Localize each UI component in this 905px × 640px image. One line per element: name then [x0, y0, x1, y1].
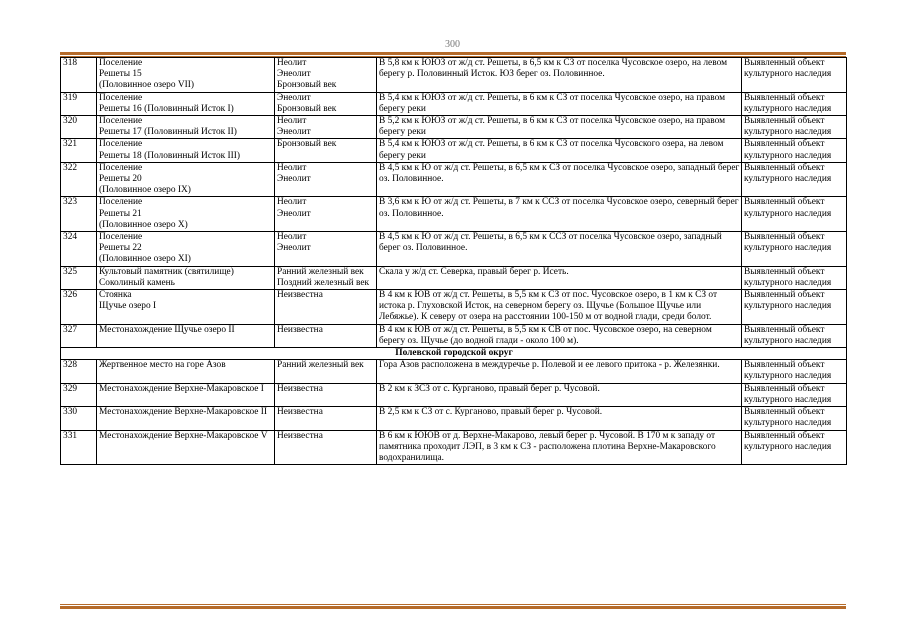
dating-cell: Неизвестна: [275, 383, 377, 406]
row-number-cell: 325: [61, 266, 97, 289]
status-cell: Выявленный объект культурного наследия: [742, 407, 847, 430]
table-row: [61, 324, 847, 347]
object-name-cell: Местонахождение Верхне-Макаровское V: [97, 430, 275, 465]
status-cell: Выявленный объект культурного наследия: [742, 116, 847, 139]
object-name-cell: Поселение Решеты 22 (Половинное озеро XI): [97, 232, 275, 267]
section-header: [61, 348, 847, 360]
row-number-cell: 319: [61, 92, 97, 115]
status-cell: Выявленный объект культурного наследия: [742, 324, 847, 347]
table-row: [61, 266, 847, 289]
row-number-cell: 321: [61, 139, 97, 162]
row-number-cell: 329: [61, 383, 97, 406]
table-row: [61, 360, 847, 383]
location-cell: В 2 км к ЗСЗ от с. Курганово, правый берег р. Чусовой.: [377, 383, 742, 406]
row-number-cell: 322: [61, 162, 97, 197]
object-name-cell: Поселение Решеты 20 (Половинное озеро IX): [97, 162, 275, 197]
table-row: [61, 197, 847, 232]
row-number-cell: 328: [61, 360, 97, 383]
object-name-cell: Поселение Решеты 15 (Половинное озеро VII): [97, 58, 275, 93]
object-name-cell: Стоянка Щучье озеро I: [97, 290, 275, 325]
object-name-cell: Местонахождение Верхне-Макаровское I: [97, 383, 275, 406]
page-number: 300: [445, 39, 460, 50]
location-cell: В 4,5 км к Ю от ж/д ст. Решеты, в 6,5 км к ССЗ от поселка Чусовское озеро, западный берег оз. Половинное.: [377, 232, 742, 267]
location-cell: В 5,8 км к ЮЮЗ от ж/д ст. Решеты, в 6,5 км к СЗ от поселка Чусовское озеро, на левом берегу р. Половинный Исток. ЮЗ берег оз. Половинное.: [377, 58, 742, 93]
section-row: [61, 348, 847, 360]
table-row: [61, 92, 847, 115]
status-cell: Выявленный объект культурного наследия: [742, 92, 847, 115]
object-name-cell: Местонахождение Верхне-Макаровское II: [97, 407, 275, 430]
object-name-cell: Местонахождение Щучье озеро II: [97, 324, 275, 347]
row-number-cell: 323: [61, 197, 97, 232]
dating-cell: Неизвестна: [275, 290, 377, 325]
object-name-cell: Поселение Решеты 21 (Половинное озеро X): [97, 197, 275, 232]
table-row: [61, 407, 847, 430]
row-number-cell: 330: [61, 407, 97, 430]
heritage-registry-table: [60, 57, 847, 465]
status-cell: Выявленный объект культурного наследия: [742, 430, 847, 465]
location-cell: В 4,5 км к Ю от ж/д ст. Решеты, в 6,5 км к СЗ от поселка Чусовское озеро, западный берег оз. Половинное.: [377, 162, 742, 197]
dating-cell: Неизвестна: [275, 407, 377, 430]
status-cell: Выявленный объект культурного наследия: [742, 58, 847, 93]
dating-cell: Неизвестна: [275, 430, 377, 465]
object-name-cell: Поселение Решеты 16 (Половинный Исток I): [97, 92, 275, 115]
location-cell: В 4 км к ЮВ от ж/д ст. Решеты, в 5,5 км к СВ от пос. Чусовское озеро, на северном берегу оз. Щучье (до водной глади - около 100 м).: [377, 324, 742, 347]
dating-cell: Энеолит Бронзовый век: [275, 92, 377, 115]
table-row: [61, 139, 847, 162]
table-row: [61, 430, 847, 465]
location-cell: В 3,6 км к Ю от ж/д ст. Решеты, в 7 км к ССЗ от поселка Чусовское озеро, северный берег оз. Половинное.: [377, 197, 742, 232]
dating-cell: Неизвестна: [275, 324, 377, 347]
location-cell: Гора Азов расположена в междуречье р. Полевой и ее левого притока - р. Железянки.: [377, 360, 742, 383]
location-cell: В 5,4 км к ЮЮЗ от ж/д ст. Решеты, в 6 км к СЗ от поселка Чусовского озера, на левом берегу реки: [377, 139, 742, 162]
object-name-cell: Жертвенное место на горе Азов: [97, 360, 275, 383]
table-row: [61, 58, 847, 93]
status-cell: Выявленный объект культурного наследия: [742, 290, 847, 325]
location-cell: В 2,5 км к СЗ от с. Курганово, правый берег р. Чусовой.: [377, 407, 742, 430]
status-cell: Выявленный объект культурного наследия: [742, 360, 847, 383]
registry-rows-group: [61, 360, 847, 465]
table-row: [61, 232, 847, 267]
dating-cell: Неолит Энеолит: [275, 197, 377, 232]
section-title: Полевской городской округ: [61, 348, 847, 360]
table-row: [61, 162, 847, 197]
location-cell: В 6 км к ЮЮВ от д. Верхне-Макарово, левый берег р. Чусовой. В 170 м к западу от памятника проходит ЛЭП, в 3 км к СЗ - расположена плотина Верхне-Макаровского водохранилища.: [377, 430, 742, 465]
table-row: [61, 290, 847, 325]
table-row: [61, 383, 847, 406]
dating-cell: Ранний железный век Поздний железный век: [275, 266, 377, 289]
registry-rows-group: [61, 58, 847, 348]
dating-cell: Неолит Энеолит: [275, 232, 377, 267]
status-cell: Выявленный объект культурного наследия: [742, 162, 847, 197]
footer-rule: [60, 604, 846, 609]
location-cell: Скала у ж/д ст. Северка, правый берег р. Исеть.: [377, 266, 742, 289]
status-cell: Выявленный объект культурного наследия: [742, 197, 847, 232]
location-cell: В 4 км к ЮВ от ж/д ст. Решеты, в 5,5 км к СЗ от пос. Чусовское озеро, в 1 км к СЗ от истока р. Глуховской Исток, на северном берегу оз. Щучье (Большое Щучье или Лебяжье). К северу от озера на расстоянии 100-150 м от водной глади, среди болот.: [377, 290, 742, 325]
status-cell: Выявленный объект культурного наследия: [742, 266, 847, 289]
object-name-cell: Поселение Решеты 17 (Половинный Исток II): [97, 116, 275, 139]
object-name-cell: Культовый памятник (святилище) Соколиный камень: [97, 266, 275, 289]
row-number-cell: 326: [61, 290, 97, 325]
location-cell: В 5,4 км к ЮЮЗ от ж/д ст. Решеты, в 6 км к СЗ от поселка Чусовское озеро, на правом берегу реки: [377, 92, 742, 115]
dating-cell: Ранний железный век: [275, 360, 377, 383]
row-number-cell: 327: [61, 324, 97, 347]
status-cell: Выявленный объект культурного наследия: [742, 383, 847, 406]
location-cell: В 5,2 км к ЮЮЗ от ж/д ст. Решеты, в 6 км к СЗ от поселка Чусовское озеро, на правом берегу реки: [377, 116, 742, 139]
table-row: [61, 116, 847, 139]
dating-cell: Неолит Энеолит: [275, 162, 377, 197]
row-number-cell: 318: [61, 58, 97, 93]
row-number-cell: 320: [61, 116, 97, 139]
row-number-cell: 331: [61, 430, 97, 465]
status-cell: Выявленный объект культурного наследия: [742, 232, 847, 267]
dating-cell: Неолит Энеолит: [275, 116, 377, 139]
object-name-cell: Поселение Решеты 18 (Половинный Исток III): [97, 139, 275, 162]
row-number-cell: 324: [61, 232, 97, 267]
dating-cell: Бронзовый век: [275, 139, 377, 162]
status-cell: Выявленный объект культурного наследия: [742, 139, 847, 162]
dating-cell: Неолит Энеолит Бронзовый век: [275, 58, 377, 93]
